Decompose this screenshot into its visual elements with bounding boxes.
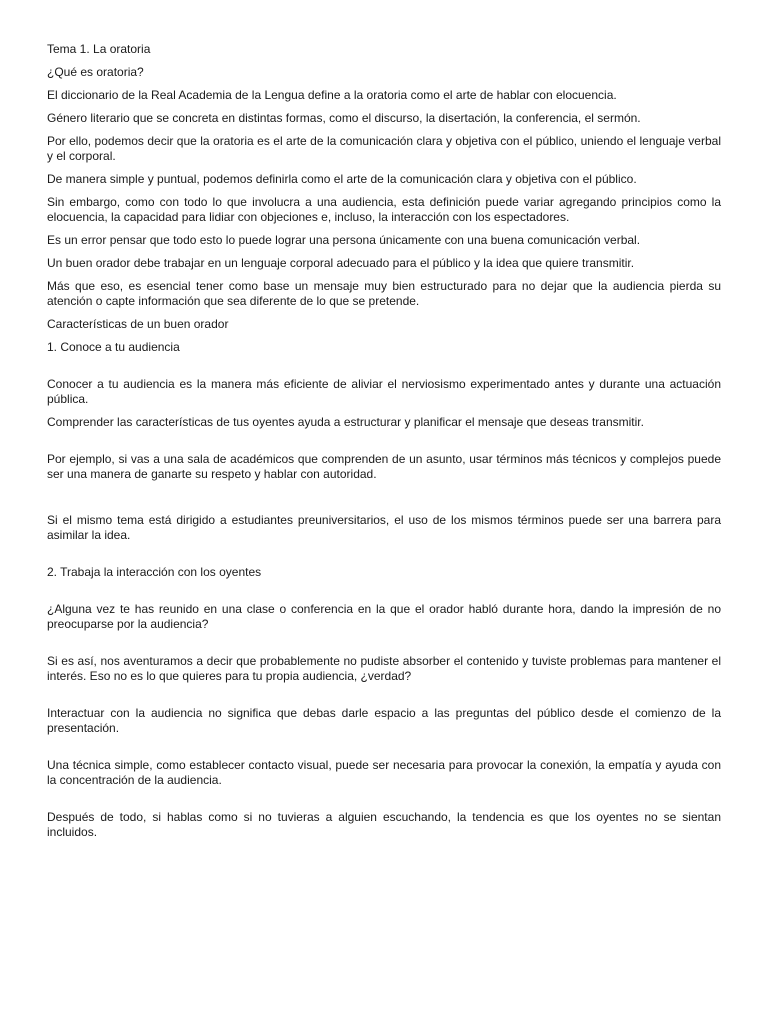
paragraph: Conocer a tu audiencia es la manera más eficiente de aliviar el nerviosismo experimentado antes y durante una actuación pública. xyxy=(47,377,721,406)
paragraph: Por ello, podemos decir que la oratoria es el arte de la comunicación clara y objetiva con el público, uniendo el lenguaje verbal y el corporal. xyxy=(47,134,721,163)
paragraph: Si el mismo tema está dirigido a estudiantes preuniversitarios, el uso de los mismos términos puede ser una barrera para asimilar la idea. xyxy=(47,513,721,542)
question-heading: ¿Qué es oratoria? xyxy=(47,65,144,79)
paragraph: Interactuar con la audiencia no significa que debas darle espacio a las preguntas del público desde el comienzo de la presentación. xyxy=(47,706,721,735)
paragraph: Si es así, nos aventuramos a decir que probablemente no pudiste absorber el contenido y tuviste problemas para mantener el interés. Eso no es lo que quieres para tu propia audiencia, ¿verdad? xyxy=(47,654,721,683)
document-title: Tema 1. La oratoria xyxy=(47,42,151,56)
section-heading: Características de un buen orador xyxy=(47,317,229,331)
paragraph: Comprender las características de tus oyentes ayuda a estructurar y planificar el mensaje que deseas transmitir. xyxy=(47,415,644,429)
paragraph: Género literario que se concreta en distintas formas, como el discurso, la disertación, la conferencia, el sermón. xyxy=(47,111,641,125)
paragraph: Por ejemplo, si vas a una sala de académicos que comprenden de un asunto, usar términos más técnicos y complejos puede ser una manera de ganarte su respeto y hablar con autoridad. xyxy=(47,452,721,481)
paragraph: Más que eso, es esencial tener como base un mensaje muy bien estructurado para no dejar que la audiencia pierda su atención o capte información que sea diferente de lo que se pretende. xyxy=(47,279,721,308)
paragraph: Una técnica simple, como establecer contacto visual, puede ser necesaria para provocar la conexión, la empatía y ayuda con la concentración de la audiencia. xyxy=(47,758,721,787)
subsection-heading: 1. Conoce a tu audiencia xyxy=(47,340,180,354)
paragraph: Después de todo, si hablas como si no tuvieras a alguien escuchando, la tendencia es que los oyentes no se sientan incluidos. xyxy=(47,810,721,839)
subsection-heading: 2. Trabaja la interacción con los oyentes xyxy=(47,565,262,579)
document-body xyxy=(47,42,721,848)
paragraph: El diccionario de la Real Academia de la Lengua define a la oratoria como el arte de hablar con elocuencia. xyxy=(47,88,617,102)
paragraph: De manera simple y puntual, podemos definirla como el arte de la comunicación clara y objetiva con el público. xyxy=(47,172,637,186)
paragraph: Es un error pensar que todo esto lo puede lograr una persona únicamente con una buena comunicación verbal. xyxy=(47,233,641,247)
paragraph: ¿Alguna vez te has reunido en una clase o conferencia en la que el orador habló durante hora, dando la impresión de no preocuparse por la audiencia? xyxy=(47,602,721,631)
paragraph: Sin embargo, como con todo lo que involucra a una audiencia, esta definición puede variar agregando principios como la elocuencia, la capacidad para lidiar con objeciones e, incluso, la interacción con los espectadores. xyxy=(47,195,721,224)
paragraph: Un buen orador debe trabajar en un lenguaje corporal adecuado para el público y la idea que quiere transmitir. xyxy=(47,256,635,270)
